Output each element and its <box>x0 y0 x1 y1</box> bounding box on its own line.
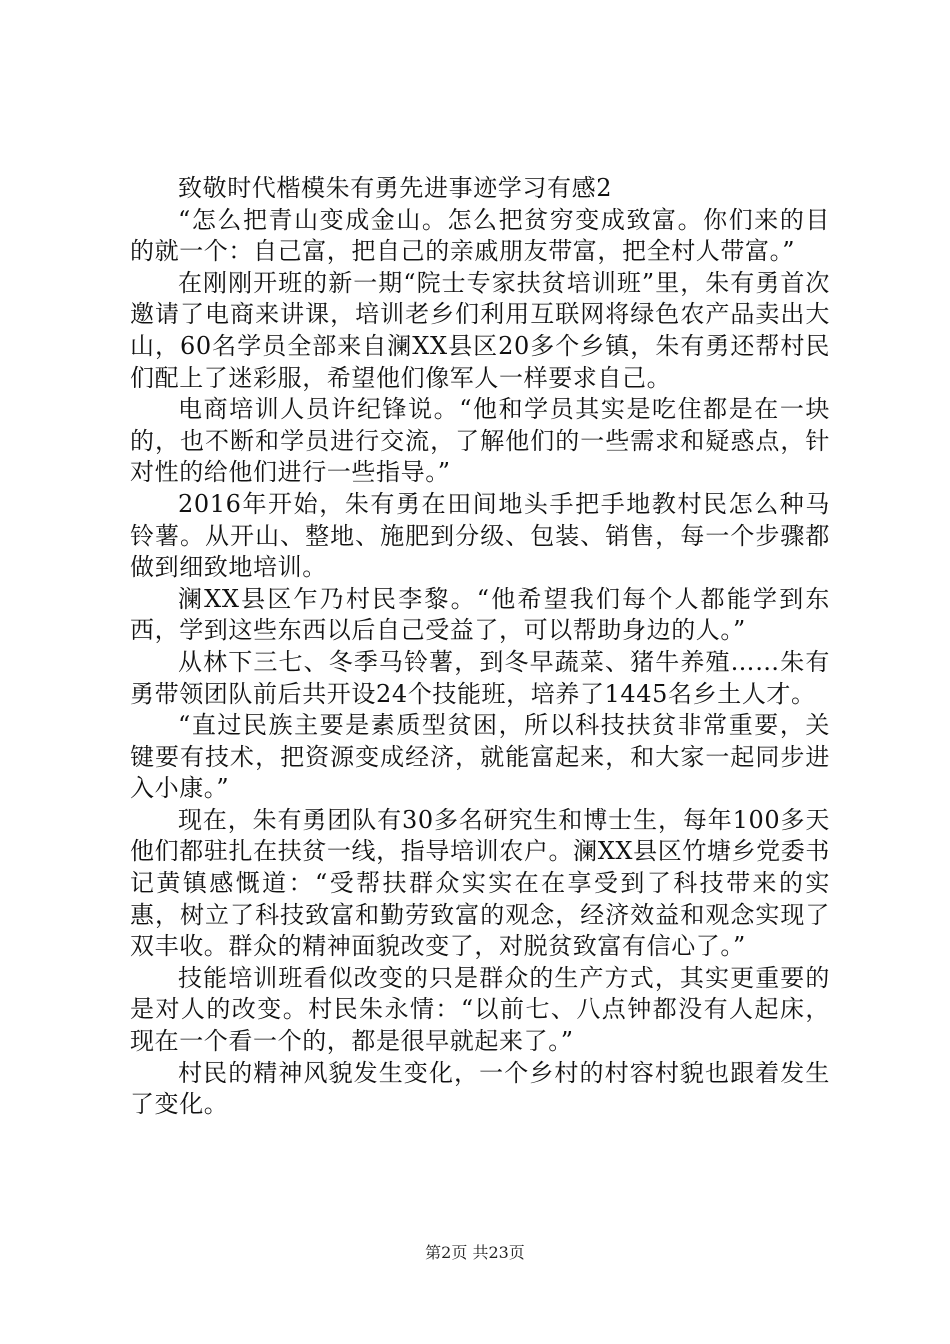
paragraph: 技能培训班看似改变的只是群众的生产方式，其实更重要的是对人的改变。村民朱永情：“以前七、八点钟都没有人起床，现在一个看一个的，都是很早就起来了。” <box>130 963 830 1056</box>
document-body <box>130 173 830 1121</box>
page-indicator: 第2页 共23页 <box>425 1243 525 1262</box>
paragraph: 村民的精神风貌发生变化，一个乡村的村容村貌也跟着发生了变化。 <box>130 1058 830 1119</box>
page-footer <box>0 1243 950 1263</box>
paragraph: 2016年开始，朱有勇在田间地头手把手地教村民怎么种马铃薯。从开山、整地、施肥到分级、包装、销售，每一个步骤都做到细致地培训。 <box>130 489 830 582</box>
paragraph: “直过民族主要是素质型贫困，所以科技扶贫非常重要，关键要有技术，把资源变成经济，就能富起来，和大家一起同步进入小康。” <box>130 711 830 803</box>
document-title: 致敬时代楷模朱有勇先进事迹学习有感2 <box>178 174 613 202</box>
paragraph: 现在，朱有勇团队有30多名研究生和博士生，每年100多天他们都驻扎在扶贫一线，指导培训农户。澜XX县区竹塘乡党委书记黄镇感慨道：“受帮扶群众实实在在享受到了科技带来的实惠，树立了科技致富和勤劳致富的观念，经济效益和观念实现了双丰收。群众的精神面貌改变了，对脱贫致富有信心了。” <box>130 805 830 961</box>
paragraph: 从林下三七、冬季马铃薯，到冬早蔬菜、猪牛养殖……朱有勇带领团队前后共开设24个技能班，培养了1445名乡土人才。 <box>130 647 830 708</box>
paragraph: “怎么把青山变成金山。怎么把贫穷变成致富。你们来的目的就一个：自己富，把自己的亲戚朋友带富，把全村人带富。” <box>130 205 830 266</box>
paragraph: 电商培训人员许纪锋说。“他和学员其实是吃住都是在一块的，也不断和学员进行交流，了解他们的一些需求和疑惑点，针对性的给他们进行一些指导。” <box>130 395 830 487</box>
paragraph: 在刚刚开班的新一期“院士专家扶贫培训班”里，朱有勇首次邀请了电商来讲课，培训老乡们利用互联网将绿色农产品卖出大山，60名学员全部来自澜XX县区20多个乡镇，朱有勇还帮村民们配上了迷彩服，希望他们像军人一样要求自己。 <box>130 268 830 392</box>
paragraph: 澜XX县区乍乃村民李黎。“他希望我们每个人都能学到东西，学到这些东西以后自己受益了，可以帮助身边的人。” <box>130 584 830 645</box>
